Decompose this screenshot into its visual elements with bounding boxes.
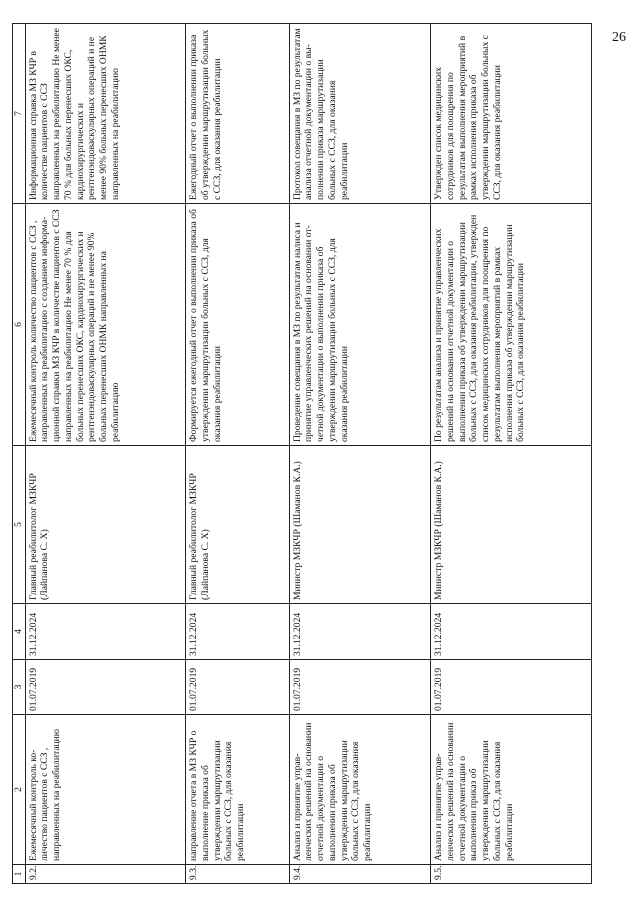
end-date: 31.12.2024 bbox=[431, 604, 592, 660]
row-number: 9.2. bbox=[25, 865, 186, 884]
table-row bbox=[186, 24, 289, 884]
row-number: 9.4. bbox=[289, 865, 431, 884]
header-cell-3: 3 bbox=[13, 660, 26, 715]
rotated-table-sheet bbox=[12, 24, 592, 884]
row-number: 9.3. bbox=[186, 865, 289, 884]
start-date: 01.07.2019 bbox=[186, 660, 289, 715]
measure-name: Анализ и принятие управленческих решений на основании отчетной документации о выполнении приказ об утверждении маршрутизации больных с ССЗ, для оказания реабилитации bbox=[431, 715, 592, 865]
end-date: 31.12.2024 bbox=[289, 604, 431, 660]
page-number: 26 bbox=[612, 30, 626, 45]
end-date: 31.12.2024 bbox=[25, 604, 186, 660]
table-row bbox=[431, 24, 592, 884]
measure-result: Информационная справка МЗ КЧР в количестве пациентов с ССЗ направленных на реабилитацию Не менее 70 % для больных перенесших ОКС, кардиохирургических и рентгенэндоваскулярных операций и не менее 90% больных перенесших ОНМК направленных на реабилитацию bbox=[25, 24, 186, 204]
responsible-person: Главный реабилитолог МЗКЧР (Лайпанова С. Х) bbox=[25, 446, 186, 604]
measure-characteristic: По результатам анализа и принятие управленческих решений на основании отчетной документации о выполнении приказа об утверждении маршрутизации больных с ССЗ, для оказания реабилитации, утвержден список медицинских сотрудников для поощрения по результатам выполнения мероприятий в рамках исполнения приказа об утверждении маршрутизации больных с ССЗ, для оказания реабилитации bbox=[431, 204, 592, 446]
measure-characteristic: Ежемесячный контроль количество пациентов с ССЗ , направленных на реабилитацию с созданием информационной справки МЗ КЧР в количестве пациентов с ССЗ направленных на реабилитацию Не менее 70 % для больных перенесших ОКС, кардиохирургических и рентгенэндоваскулярных операций и не менее 90% больных перенесших ОНМК направленных на реабилитацию bbox=[25, 204, 186, 446]
measure-characteristic: Формируется ежегодный отчет о выполнении приказа об утверждении маршрутизации больных с ССЗ, для оказания реабилитации bbox=[186, 204, 289, 446]
measure-name: Ежемесячный контроль количество пациентов с ССЗ , направленных на реабилитацию bbox=[25, 715, 186, 865]
header-cell-2: 2 bbox=[13, 715, 26, 865]
measures-table bbox=[12, 23, 592, 884]
measure-result: Ежегодный отчет о выполнении приказа об утверждении маршрутизации больных с ССЗ, для оказания реабилитации bbox=[186, 24, 289, 204]
header-cell-5: 5 bbox=[13, 446, 26, 604]
start-date: 01.07.2019 bbox=[289, 660, 431, 715]
responsible-person: Главный реабилитолог МЗКЧР (Лайпанова С. Х) bbox=[186, 446, 289, 604]
row-number: 9.5. bbox=[431, 865, 592, 884]
measure-name: направление отчета в МЗ КЧР о выполнение приказа об утверждении маршрутизации больных с ССЗ, для оказания реабилитации bbox=[186, 715, 289, 865]
measure-result: Утвержден список медицинских сотрудников для поощрения по результатам выполнения мероприятий в рамках исполнения приказа об утверждении маршрутизации больных с ССЗ, для оказания реабилитации bbox=[431, 24, 592, 204]
measure-name: Анализ и принятие управленческих решений на основании отчетной документации о выполнении приказа об утверждении маршрутизации больных с ССЗ, для оказания реабилитации bbox=[289, 715, 431, 865]
header-cell-4: 4 bbox=[13, 604, 26, 660]
header-row bbox=[13, 24, 26, 884]
start-date: 01.07.2019 bbox=[431, 660, 592, 715]
header-cell-1: 1 bbox=[13, 865, 26, 884]
header-cell-7: 7 bbox=[13, 24, 26, 204]
table-row bbox=[289, 24, 431, 884]
responsible-person: Министр МЗКЧР (Шаманов К.А.) bbox=[289, 446, 431, 604]
measure-characteristic: Проведение совещания в МЗ по результатам налиса и принятие управленческих решений на основании отчетной документации о выполнении приказа об утверждении маршрутизации больных с ССЗ, для оказания реабилитации bbox=[289, 204, 431, 446]
table-row bbox=[25, 24, 186, 884]
header-cell-6: 6 bbox=[13, 204, 26, 446]
measure-result: Протокол совещания в МЗ по результатам анализа отчетной документации о выполнении приказа маршрутизации больных с ССЗ, для оказания реабилитации bbox=[289, 24, 431, 204]
start-date: 01.07.2019 bbox=[25, 660, 186, 715]
responsible-person: Министр МЗКЧР (Шаманов К.А.) bbox=[431, 446, 592, 604]
end-date: 31.12.2024 bbox=[186, 604, 289, 660]
